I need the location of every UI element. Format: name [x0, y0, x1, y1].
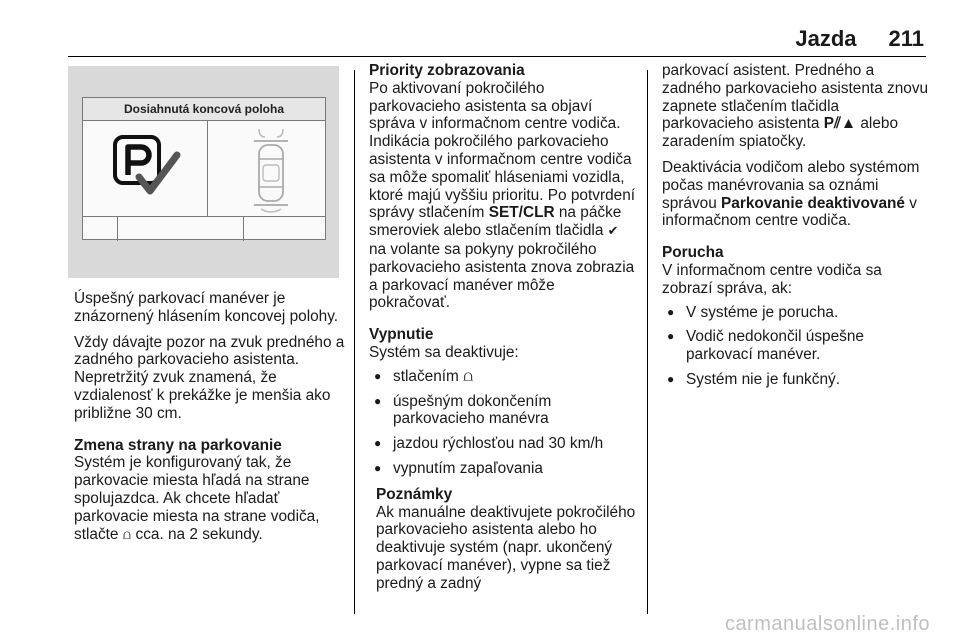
list-item: ● Systém nie je funkčný.	[662, 371, 930, 389]
message-name: Parkovanie deaktivované	[721, 194, 905, 212]
display-body	[83, 121, 325, 217]
column-2	[369, 62, 637, 601]
paragraph: Vždy dávajte pozor na zvuk predného a zadného parkovacieho asistenta. Nepretržitý zvuk znamená, že vzdialenosť k prekážke je menšia ako približne 30 cm.	[74, 333, 345, 422]
deactivation-list	[369, 368, 637, 478]
display-figure	[68, 66, 339, 278]
paragraph	[662, 159, 930, 230]
display-footer	[83, 217, 325, 241]
note-text: Ak manuálne deaktivujete pokročilého parkovacieho asistenta alebo ho deaktivuje systém (napr. ukončený parkovací manéver), vypne sa tiež predný a zadný	[376, 503, 636, 592]
set-clr-key: SET/CLR	[488, 204, 555, 222]
text: parkovací asistent. Predného a zadného parkovacieho asistenta znovu zapnete stlačením tlačidla parkovacieho asistenta	[662, 62, 929, 133]
list-item: ● úspešným dokončením parkovacieho manévra	[369, 393, 637, 429]
display-title: Dosiahnutá koncová poloha	[83, 98, 325, 121]
paragraph: Úspešný parkovací manéver je znázornený hlásením koncovej polohy.	[74, 290, 339, 325]
heading-side-change: Zmena strany na parkovanie	[74, 436, 282, 454]
driver-info-display	[82, 97, 326, 240]
paragraph: Systém sa deaktivuje:	[369, 343, 519, 361]
note-heading: Poznámky	[376, 485, 453, 503]
heading-fault: Porucha	[662, 244, 724, 262]
column-divider-1	[354, 70, 355, 614]
page-header	[795, 26, 924, 52]
column-divider-2	[647, 70, 648, 614]
heading-priority: Priority zobrazovania	[369, 62, 525, 79]
parking-end-position-icon	[113, 135, 183, 199]
list-item: ● V systéme je porucha.	[662, 304, 930, 322]
paragraph	[662, 62, 930, 151]
watermark: carmanualsonline.info	[724, 613, 930, 635]
footer-divider	[117, 217, 118, 241]
text: cca. na 2 sekundy.	[131, 525, 263, 543]
fault-list	[662, 304, 930, 389]
heading-deactivation: Vypnutie	[369, 326, 434, 344]
paragraph: V informačnom centre vodiča sa zobrazí správa, ak:	[662, 261, 882, 297]
text: na volante sa pokyny pokročilého parkovacieho asistenta znova zobrazia a parkovací manéver môže pokračovať.	[369, 240, 635, 312]
parking-assist-icon: P⫽▲	[823, 115, 857, 133]
column-1	[74, 290, 346, 552]
section-title: Jazda	[795, 26, 857, 51]
car-sensor-icon	[251, 125, 291, 215]
check-icon: ✔	[607, 224, 619, 240]
list-item: ● vypnutím zapaľovania	[369, 460, 637, 478]
paragraph	[74, 454, 346, 544]
paragraph	[369, 80, 637, 312]
header-rule	[68, 56, 926, 57]
list-item: ● Vodič nedokončil úspešne parkovací manéver.	[662, 328, 930, 364]
footer-divider	[243, 217, 244, 241]
column-3	[662, 62, 930, 397]
note-box	[376, 486, 637, 593]
list-item: ● jazdou rýchlosťou nad 30 km/h	[369, 435, 637, 453]
text: alebo zaradením spiatočky.	[662, 115, 899, 151]
text: Systém je konfigurovaný tak, že parkovacie miesta hľadá na strane spolujazdca. Ak chcete hľadať parkovacie miesta na strane vodiča, stlačte	[74, 454, 320, 543]
page-number: 211	[888, 26, 924, 51]
text: v informačnom centre vodiča.	[662, 194, 917, 230]
parking-assist-button-icon: ⩍	[122, 527, 132, 543]
display-divider	[207, 121, 208, 216]
text: Deaktivácia vodičom alebo systémom počas manévrovania sa oznámi správou	[662, 158, 920, 212]
list-item: ● stlačením ⩍	[369, 368, 637, 386]
text: Po aktivovaní pokročilého parkovacieho asistenta sa objaví správa v informačnom centre vodiča. Indikácia pokročilého parkovacieho asistenta v informačnom centre vodiča sa môže spomaliť hláseniami vozidla, ktoré majú vyššiu prioritu. Po potvrdení správy stlačením	[369, 79, 636, 222]
text: na páčke smeroviek alebo stlačením tlačidla	[369, 204, 622, 240]
